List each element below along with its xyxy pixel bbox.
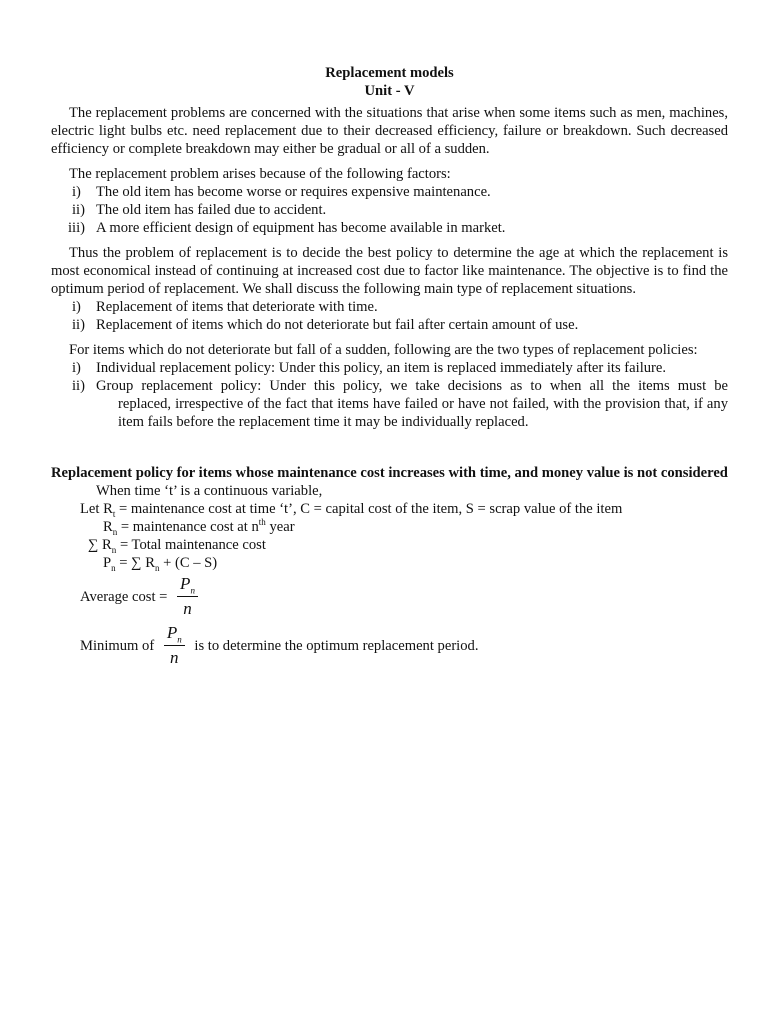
list-text: A more efficient design of equipment has become available in market. <box>96 220 506 236</box>
formula-pn: $P_n$ = ∑ $R_n + (C - S)$ <box>103 555 218 573</box>
document-body <box>51 64 728 670</box>
list-item <box>51 219 728 237</box>
fraction-pn-over-n: $\frac{P_n}{n}$ <box>164 623 185 670</box>
list-number: iii) <box>68 220 86 236</box>
list-item <box>51 183 728 201</box>
list-number: ii) <box>72 202 85 218</box>
list-text: The old item has become worse or requires expensive maintenance. <box>96 184 491 200</box>
section-heading: Replacement policy for items whose maintenance cost increases with time, and money value is not considered <box>51 465 728 481</box>
list-item <box>51 201 728 219</box>
list-text: Individual replacement policy: Under this policy, an item is replaced immediately after its failure. <box>96 360 667 376</box>
policies-list <box>51 359 728 431</box>
list-text: Replacement of items which do not deteriorate but fail after certain amount of use. <box>96 317 579 333</box>
policies-intro: For items which do not deteriorate but fall of a sudden, following are the two types of replacement policies: <box>69 342 698 358</box>
document-title: Replacement models <box>325 65 454 81</box>
formula-let: Let $R_t$ = maintenance cost at time ‘t’, C = capital cost of the item, S = scrap value of the item <box>80 501 623 519</box>
list-number: ii) <box>72 317 85 333</box>
situations-list <box>51 298 728 334</box>
list-text-continued: replaced, irrespective of the fact that items have failed or have not failed, with the provision that, if any item fails before the replacement time it may be individually replaced. <box>118 396 728 430</box>
list-item <box>51 316 728 334</box>
list-item <box>51 298 728 316</box>
formula-sum: ∑ $R_n$ = Total maintenance cost <box>88 537 266 555</box>
intro-paragraph: The replacement problems are concerned with the situations that arise when some items such as men, machines, electric light bulbs etc. need replacement due to their decreased efficiency, failure or breakdown. Such decreased efficiency or complete breakdown may either be gradual or all of a sudden. <box>51 105 728 157</box>
list-text: Replacement of items that deteriorate with time. <box>96 299 378 315</box>
list-number: i) <box>72 360 81 376</box>
unit-label: Unit - V <box>364 83 415 99</box>
list-text: The old item has failed due to accident. <box>96 202 327 218</box>
factors-intro: The replacement problem arises because of the following factors: <box>69 166 451 182</box>
list-item <box>51 359 728 377</box>
list-number: ii) <box>72 378 85 394</box>
formula-rn: $R_n$ = maintenance cost at $n^{th}$ year <box>103 517 295 537</box>
list-number: i) <box>72 299 81 315</box>
formula-minimum: Minimum of $\frac{P_n}{n}$ is to determine the optimum replacement period. <box>51 623 728 670</box>
objective-paragraph: Thus the problem of replacement is to decide the best policy to determine the age at which the replacement is most economical instead of continuing at increased cost due to factor like maintenance. The objective is to find the optimum period of replacement. We shall discuss the following main type of replacement situations. <box>51 245 728 297</box>
list-item <box>51 377 728 431</box>
formula-average-cost: Average cost = $\frac{P_n}{n}$ <box>51 574 728 621</box>
list-text: Group replacement policy: Under this policy, we take decisions as to when all the items must be <box>96 378 728 394</box>
formula-when: When time ‘t’ is a continuous variable, <box>96 483 323 499</box>
factors-list <box>51 183 728 237</box>
fraction-pn-over-n: $\frac{P_n}{n}$ <box>177 574 198 621</box>
list-number: i) <box>72 184 81 200</box>
